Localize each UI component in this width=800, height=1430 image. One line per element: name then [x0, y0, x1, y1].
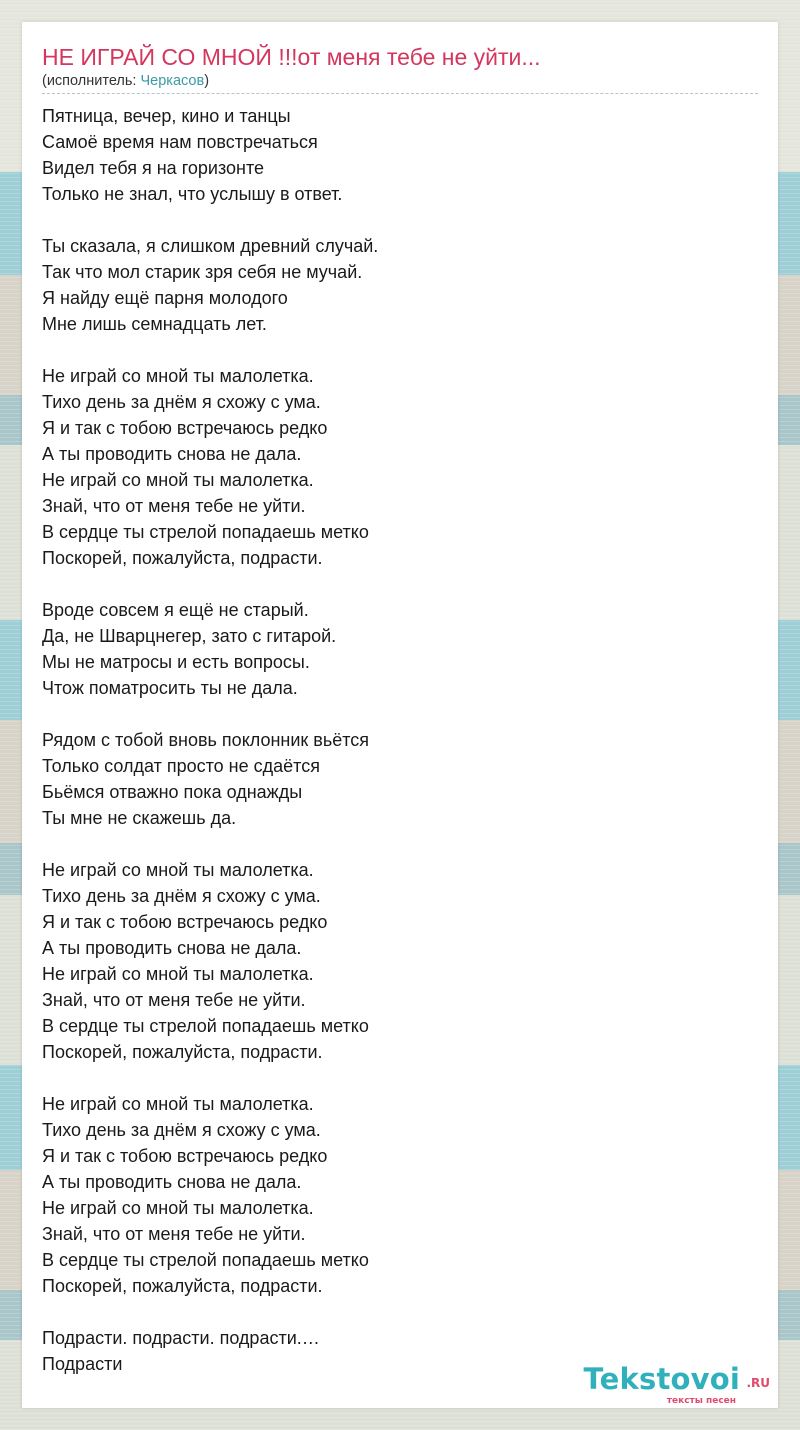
lyric-line: Я и так с тобою встречаюсь редко	[42, 912, 328, 932]
lyric-line: Чтож поматросить ты не дала.	[42, 678, 298, 698]
lyric-line: Я и так с тобою встречаюсь редко	[42, 418, 328, 438]
artist-line	[42, 73, 209, 89]
lyric-line: Знай, что от меня тебе не уйти.	[42, 1224, 306, 1244]
lyric-line: Не играй со мной ты малолетка.	[42, 366, 314, 386]
lyric-line: Знай, что от меня тебе не уйти.	[42, 990, 306, 1010]
artist-prefix: (исполнитель:	[42, 73, 141, 89]
lyric-line: Не играй со мной ты малолетка.	[42, 964, 314, 984]
lyric-line: Поскорей, пожалуйста, подрасти.	[42, 548, 323, 568]
stanza-gap	[42, 207, 742, 233]
stanza-2	[42, 233, 742, 337]
lyric-line: Самоё время нам повстречаться	[42, 132, 318, 152]
logo-tagline: тексты песен	[666, 1396, 736, 1406]
lyric-line: Да, не Шварцнегер, зато с гитарой.	[42, 626, 337, 646]
lyric-line: А ты проводить снова не дала.	[42, 1172, 302, 1192]
lyric-line: Вроде совсем я ещё не старый.	[42, 600, 309, 620]
lyric-line: Мне лишь семнадцать лет.	[42, 314, 267, 334]
lyric-line: В сердце ты стрелой попадаешь метко	[42, 522, 369, 542]
lyric-line: Тихо день за днём я схожу с ума.	[42, 1120, 321, 1140]
lyric-line: Не играй со мной ты малолетка.	[42, 470, 314, 490]
stanza-1	[42, 103, 742, 207]
site-logo[interactable]	[550, 1362, 770, 1412]
lyric-line: Пятница, вечер, кино и танцы	[42, 106, 291, 126]
lyric-line: Ты мне не скажешь да.	[42, 808, 237, 828]
lyric-line: Я и так с тобою встречаюсь редко	[42, 1146, 328, 1166]
stanza-gap	[42, 337, 742, 363]
lyric-line: В сердце ты стрелой попадаешь метко	[42, 1250, 369, 1270]
stanza-gap	[42, 831, 742, 857]
chorus-2	[42, 857, 742, 1065]
stanza-3	[42, 597, 742, 701]
lyric-line: Тихо день за днём я схожу с ума.	[42, 886, 321, 906]
lyric-line: Ты сказала, я слишком древний случай.	[42, 236, 379, 256]
lyric-line: Только солдат просто не сдаётся	[42, 756, 320, 776]
lyric-line: В сердце ты стрелой попадаешь метко	[42, 1016, 369, 1036]
chorus-3	[42, 1091, 742, 1299]
title-divider	[42, 93, 758, 94]
lyric-line: Тихо день за днём я схожу с ума.	[42, 392, 321, 412]
lyric-line: Поскорей, пожалуйста, подрасти.	[42, 1042, 323, 1062]
lyrics-body	[42, 103, 742, 1377]
lyric-line: Поскорей, пожалуйста, подрасти.	[42, 1276, 323, 1296]
lyric-line: Подрасти. подрасти. подрасти.…	[42, 1328, 320, 1348]
lyric-line: Бьёмся отважно пока однажды	[42, 782, 303, 802]
artist-link[interactable]: Черкасов	[140, 73, 205, 89]
stanza-gap	[42, 1065, 742, 1091]
lyric-line: А ты проводить снова не дала.	[42, 938, 302, 958]
chorus-1	[42, 363, 742, 571]
logo-name: Tekstovoi	[583, 1362, 740, 1396]
lyric-line: Не играй со мной ты малолетка.	[42, 1198, 314, 1218]
lyric-line: А ты проводить снова не дала.	[42, 444, 302, 464]
lyric-line: Так что мол старик зря себя не мучай.	[42, 262, 363, 282]
lyric-line: Рядом с тобой вновь поклонник вьётся	[42, 730, 370, 750]
lyric-line: Только не знал, что услышу в ответ.	[42, 184, 343, 204]
lyric-line: Подрасти	[42, 1354, 123, 1374]
song-title: НЕ ИГРАЙ СО МНОЙ !!!от меня тебе не уйти...	[42, 44, 541, 70]
artist-suffix: )	[204, 73, 210, 89]
lyric-line: Я найду ещё парня молодого	[42, 288, 288, 308]
lyric-line: Видел тебя я на горизонте	[42, 158, 264, 178]
stanza-gap	[42, 701, 742, 727]
stanza-4	[42, 727, 742, 831]
lyrics-card	[22, 22, 778, 1408]
lyric-line: Мы не матросы и есть вопросы.	[42, 652, 310, 672]
lyric-line: Не играй со мной ты малолетка.	[42, 1094, 314, 1114]
stanza-gap	[42, 571, 742, 597]
lyric-line: Знай, что от меня тебе не уйти.	[42, 496, 306, 516]
stanza-gap	[42, 1299, 742, 1325]
logo-tld: .RU	[746, 1376, 770, 1390]
lyric-line: Не играй со мной ты малолетка.	[42, 860, 314, 880]
